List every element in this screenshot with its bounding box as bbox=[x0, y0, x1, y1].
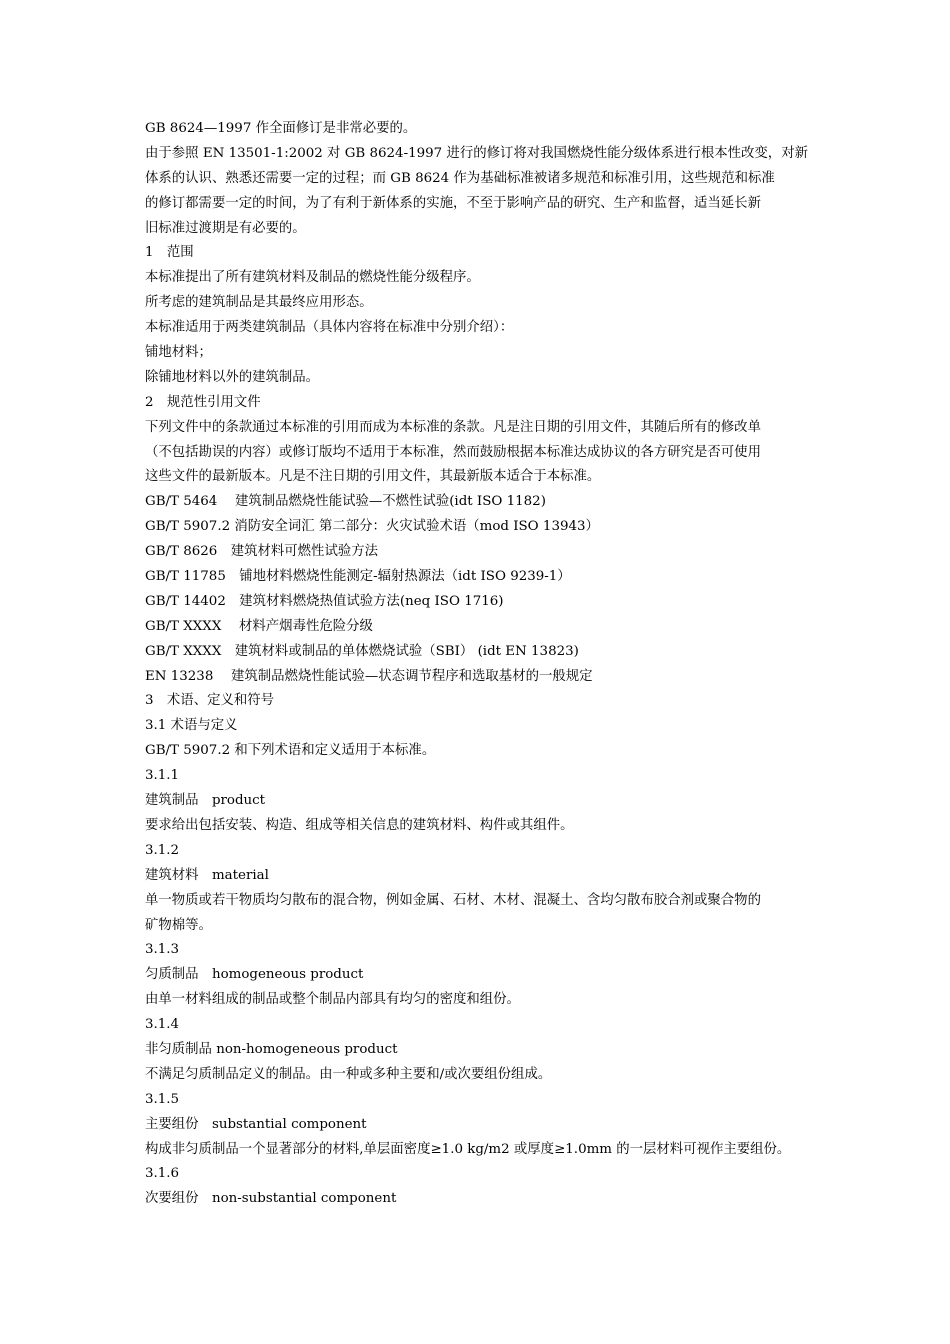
reference-item: GB/T 8626 建筑材料可燃性试验方法 bbox=[145, 544, 379, 560]
clause-number: 3.1.6 bbox=[145, 1166, 180, 1182]
term-heading: 次要组份 non-substantial component bbox=[145, 1191, 397, 1207]
section-heading: 1 范围 bbox=[145, 245, 194, 261]
reference-item: GB/T 11785 铺地材料燃烧性能测定-辐射热源法（idt ISO 9239-1） bbox=[145, 569, 571, 585]
reference-item: GB/T XXXX 材料产烟毒性危险分级 bbox=[145, 618, 373, 634]
document-body bbox=[145, 117, 810, 1212]
text-line: 下列文件中的条款通过本标准的引用而成为本标准的条款。凡是注日期的引用文件，其随后所有的修改单 bbox=[145, 419, 761, 435]
term-heading: 建筑制品 product bbox=[145, 793, 266, 809]
text-line: 这些文件的最新版本。凡是不注日期的引用文件，其最新版本适合于本标准。 bbox=[145, 469, 601, 485]
term-definition: 矿物棉等。 bbox=[145, 917, 212, 933]
subsection-heading: 3.1 术语与定义 bbox=[145, 718, 238, 734]
text-line: 所考虑的建筑制品是其最终应用形态。 bbox=[145, 295, 373, 311]
term-definition: 不满足匀质制品定义的制品。由一种或多种主要和/或次要组份组成。 bbox=[145, 1066, 552, 1082]
clause-number: 3.1.5 bbox=[145, 1091, 180, 1107]
reference-item: GB/T 5464 建筑制品燃烧性能试验—不燃性试验(idt ISO 1182) bbox=[145, 494, 546, 510]
term-heading: 建筑材料 material bbox=[145, 867, 269, 883]
text-line: 体系的认识、熟悉还需要一定的过程；而 GB 8624 作为基础标准被诸多规范和标准引用，这些规范和标准 bbox=[145, 170, 775, 186]
reference-item: GB/T 5907.2 消防安全词汇 第二部分：火灾试验术语（mod ISO 13943） bbox=[145, 519, 599, 535]
clause-number: 3.1.2 bbox=[145, 842, 180, 858]
clause-number: 3.1.4 bbox=[145, 1017, 180, 1033]
list-item: 铺地材料； bbox=[145, 345, 212, 361]
reference-item: EN 13238 建筑制品燃烧性能试验—状态调节程序和选取基材的一般规定 bbox=[145, 668, 593, 684]
text-line: 本标准适用于两类建筑制品（具体内容将在标准中分别介绍）： bbox=[145, 320, 514, 336]
term-heading: 非匀质制品 non-homogeneous product bbox=[145, 1041, 398, 1057]
term-definition: 构成非匀质制品一个显著部分的材料,单层面密度≥1.0 kg/m2 或厚度≥1.0mm 的一层材料可视作主要组份。 bbox=[145, 1141, 791, 1157]
term-heading: 主要组份 substantial component bbox=[145, 1116, 367, 1132]
term-definition: 要求给出包括安装、构造、组成等相关信息的建筑材料、构件或其组件。 bbox=[145, 817, 574, 833]
text-line: 由于参照 EN 13501-1:2002 对 GB 8624-1997 进行的修订将对我国燃烧性能分级体系进行根本性改变，对新 bbox=[145, 145, 808, 161]
section-heading: 3 术语、定义和符号 bbox=[145, 693, 275, 709]
reference-item: GB/T XXXX 建筑材料或制品的单体燃烧试验（SBI） (idt EN 13823) bbox=[145, 643, 579, 659]
term-definition: 由单一材料组成的制品或整个制品内部具有均匀的密度和组份。 bbox=[145, 992, 520, 1008]
text-line: （不包括勘误的内容）或修订版均不适用于本标准，然而鼓励根据本标准达成协议的各方研究是否可使用 bbox=[145, 444, 761, 460]
text-line: 的修订都需要一定的时间，为了有利于新体系的实施，不至于影响产品的研究、生产和监督，适当延长新 bbox=[145, 195, 761, 211]
section-heading: 2 规范性引用文件 bbox=[145, 394, 261, 410]
list-item: 除铺地材料以外的建筑制品。 bbox=[145, 369, 320, 385]
text-line: 旧标准过渡期是有必要的。 bbox=[145, 220, 306, 236]
term-heading: 匀质制品 homogeneous product bbox=[145, 967, 364, 983]
text-line: GB/T 5907.2 和下列术语和定义适用于本标准。 bbox=[145, 743, 436, 759]
clause-number: 3.1.3 bbox=[145, 942, 180, 958]
text-line: 本标准提出了所有建筑材料及制品的燃烧性能分级程序。 bbox=[145, 270, 480, 286]
reference-item: GB/T 14402 建筑材料燃烧热值试验方法(neq ISO 1716) bbox=[145, 593, 504, 609]
clause-number: 3.1.1 bbox=[145, 768, 180, 784]
term-definition: 单一物质或若干物质均匀散布的混合物，例如金属、石材、木材、混凝土、含均匀散布胶合剂或聚合物的 bbox=[145, 892, 761, 908]
text-line: GB 8624—1997 作全面修订是非常必要的。 bbox=[145, 121, 417, 136]
